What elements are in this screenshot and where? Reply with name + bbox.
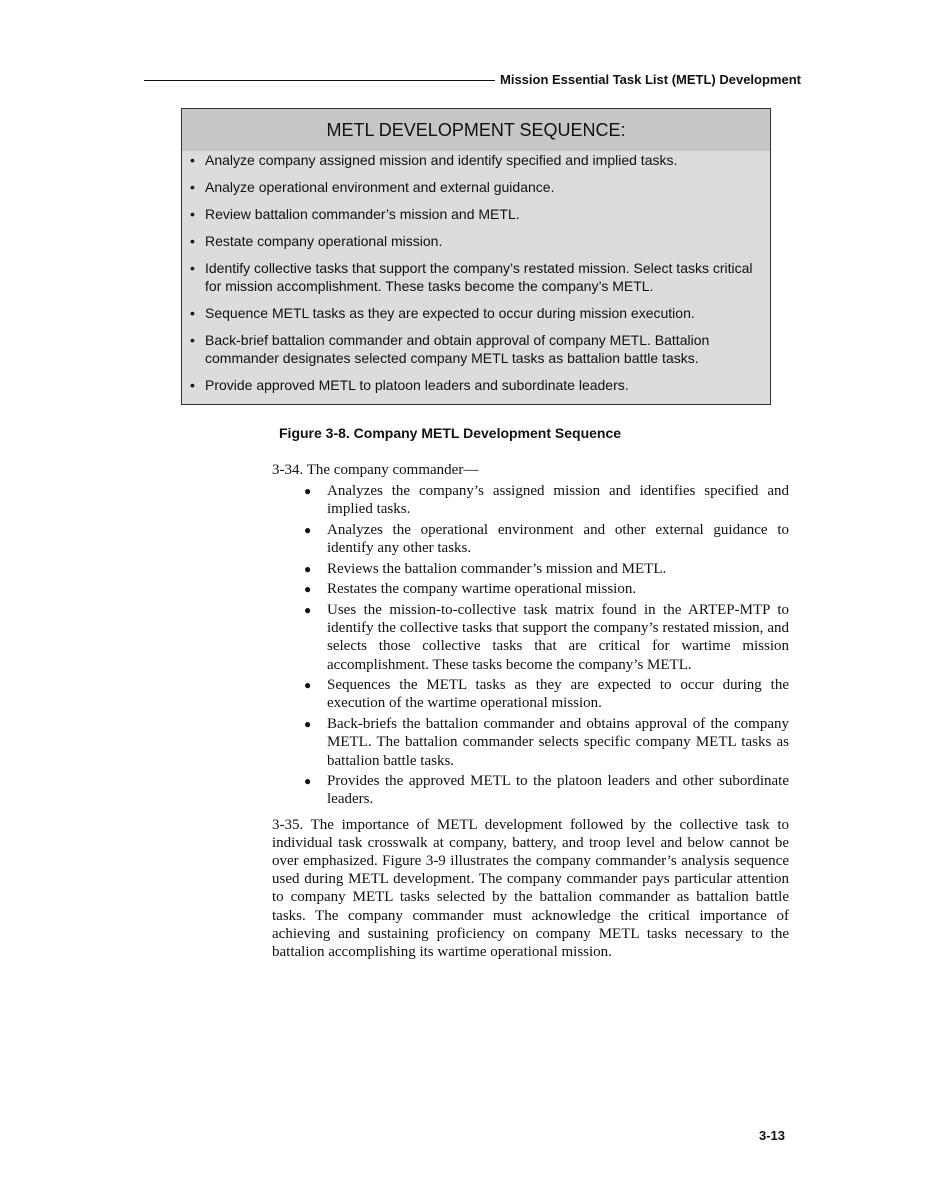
running-header: Mission Essential Task List (METL) Development	[500, 72, 801, 87]
bullet-mark: •	[190, 305, 195, 321]
paragraph-3-34-lead: 3-34. The company commander—	[272, 462, 479, 478]
body-text	[272, 461, 789, 961]
sequence-item: • Review battalion commander’s mission and METL.	[190, 206, 520, 222]
figure-caption: Figure 3-8. Company METL Development Sequence	[279, 425, 622, 441]
bullet-mark: •	[190, 377, 195, 393]
bullet-mark: •	[190, 332, 195, 348]
commander-actions-list	[272, 482, 789, 809]
list-item: ● Reviews the battalion commander’s mission and METL.	[304, 560, 667, 577]
bullet-dot: ●	[304, 561, 312, 576]
list-item: ● Restates the company wartime operational mission.	[304, 581, 637, 598]
bullet-dot: ●	[304, 522, 312, 537]
bullet-mark: •	[190, 206, 195, 222]
bullet-dot: ●	[304, 582, 312, 597]
list-item: ● Uses the mission-to-collective task matrix found in the ARTEP-MTP to identify the collective tasks that support the company’s restated mission, and selects those collective tasks that are critical for wartime mission accomplishment. These tasks become the company’s METL.	[304, 601, 789, 673]
sequence-item: • Analyze company assigned mission and identify specified and implied tasks.	[190, 152, 678, 168]
figure-heading: METL DEVELOPMENT SEQUENCE:	[182, 109, 770, 151]
metl-sequence-figure	[181, 108, 771, 405]
bullet-dot: ●	[304, 717, 312, 732]
sequence-item: • Restate company operational mission.	[190, 233, 443, 249]
page-number: 3-13	[759, 1128, 786, 1143]
bullet-mark: •	[190, 152, 195, 168]
sequence-item: • Analyze operational environment and external guidance.	[190, 179, 555, 195]
sequence-item: • Provide approved METL to platoon leaders and subordinate leaders.	[190, 377, 629, 393]
sequence-item: • Sequence METL tasks as they are expected to occur during mission execution.	[190, 305, 695, 321]
list-item: ● Analyzes the operational environment and other external guidance to identify any other tasks.	[304, 521, 789, 556]
bullet-mark: •	[190, 260, 195, 276]
bullet-mark: •	[190, 233, 195, 249]
bullet-dot: ●	[304, 774, 312, 789]
header-rule	[144, 80, 495, 81]
list-item: ● Analyzes the company’s assigned mission and identifies specified and implied tasks.	[304, 482, 789, 517]
list-item: ● Provides the approved METL to the platoon leaders and other subordinate leaders.	[304, 773, 789, 808]
sequence-item: • Back-brief battalion commander and obtain approval of company METL. Battalion commander designates selected company METL tasks as battalion battle tasks.	[190, 332, 710, 366]
bullet-dot: ●	[304, 602, 312, 617]
list-item: ● Sequences the METL tasks as they are expected to occur during the execution of the wartime operational mission.	[304, 677, 789, 712]
bullet-mark: •	[190, 179, 195, 195]
bullet-dot: ●	[304, 678, 312, 693]
bullet-dot: ●	[304, 483, 312, 498]
paragraph-3-35: 3-35. The importance of METL development followed by the collective task to individual task crosswalk at company, battery, and troop level and below cannot be over emphasized. Figure 3-9 illustrates the company commander’s analysis sequence used during METL development. The company commander pays particular attention to company METL tasks selected by the battalion commander as battalion battle tasks. The company commander must acknowledge the critical importance of achieving and sustaining proficiency on company METL tasks necessary to the battalion accomplishing its wartime operational mission.	[272, 816, 789, 961]
sequence-item: • Identify collective tasks that support the company’s restated mission. Select tasks critical for mission accomplishment. These tasks become the company’s METL.	[190, 260, 753, 294]
list-item: ● Back-briefs the battalion commander and obtains approval of the company METL. The battalion commander selects specific company METL tasks as battalion battle tasks.	[304, 716, 789, 769]
sequence-list	[182, 151, 770, 394]
